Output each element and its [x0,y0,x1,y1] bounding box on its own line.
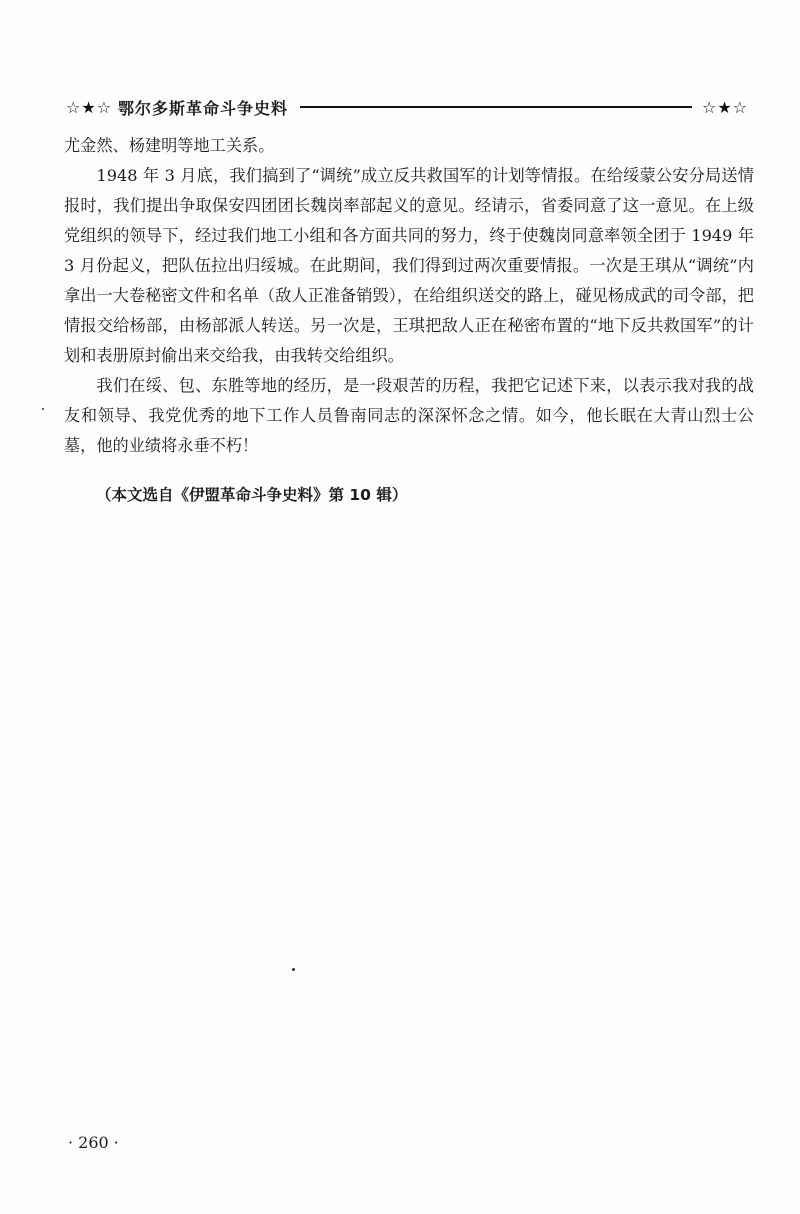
paragraph-continued: 尤金然、杨建明等地工关系。 [64,136,275,155]
header-title: 鄂尔多斯革命斗争史料 [118,98,289,118]
header-stars-left: ☆★☆ [66,97,113,117]
header-rule [300,106,692,108]
running-header [66,94,748,120]
paragraph-intelligence: 1948 年 3 月底，我们搞到了“调统”成立反共救国军的计划等情报。在给绥蒙公安分局送情报时，我们提出争取保安四团团长魏岗率部起义的意见。经请示，省委同意了这一意见。在上级党组织的领导下，经过我们地工小组和各方面共同的努力，终于使魏岗同意率领全团于 1949 年 3 月份起义，把队伍拉出归绥城。在此期间，我们得到过两次重要情报。一次是王琪从“调统”内拿出一大卷秘密文件和名单（敌人正准备销毁），在给组织送交的路上，碰见杨成武的司令部，把情报交给杨部，由杨部派人转送。另一次是，王琪把敌人正在秘密布置的“地下反共救国军”的计划和表册原封偷出来交给我，由我转交给组织。 [64,166,754,365]
paragraph-memorial: 我们在绥、包、东胜等地的经历，是一段艰苦的历程，我把它记述下来，以表示我对我的战友和领导、我党优秀的地下工作人员鲁南同志的深深怀念之情。如今，他长眠在大青山烈士公墓，他的业绩将永垂不朽！ [64,376,754,455]
body-text [64,131,754,461]
print-speck [42,408,44,410]
source-note: （本文选自《伊盟革命斗争史料》第 10 辑） [96,486,408,504]
print-speck [292,968,295,971]
page-number: · 260 · [68,1133,119,1152]
header-stars-right: ☆★☆ [701,97,748,117]
